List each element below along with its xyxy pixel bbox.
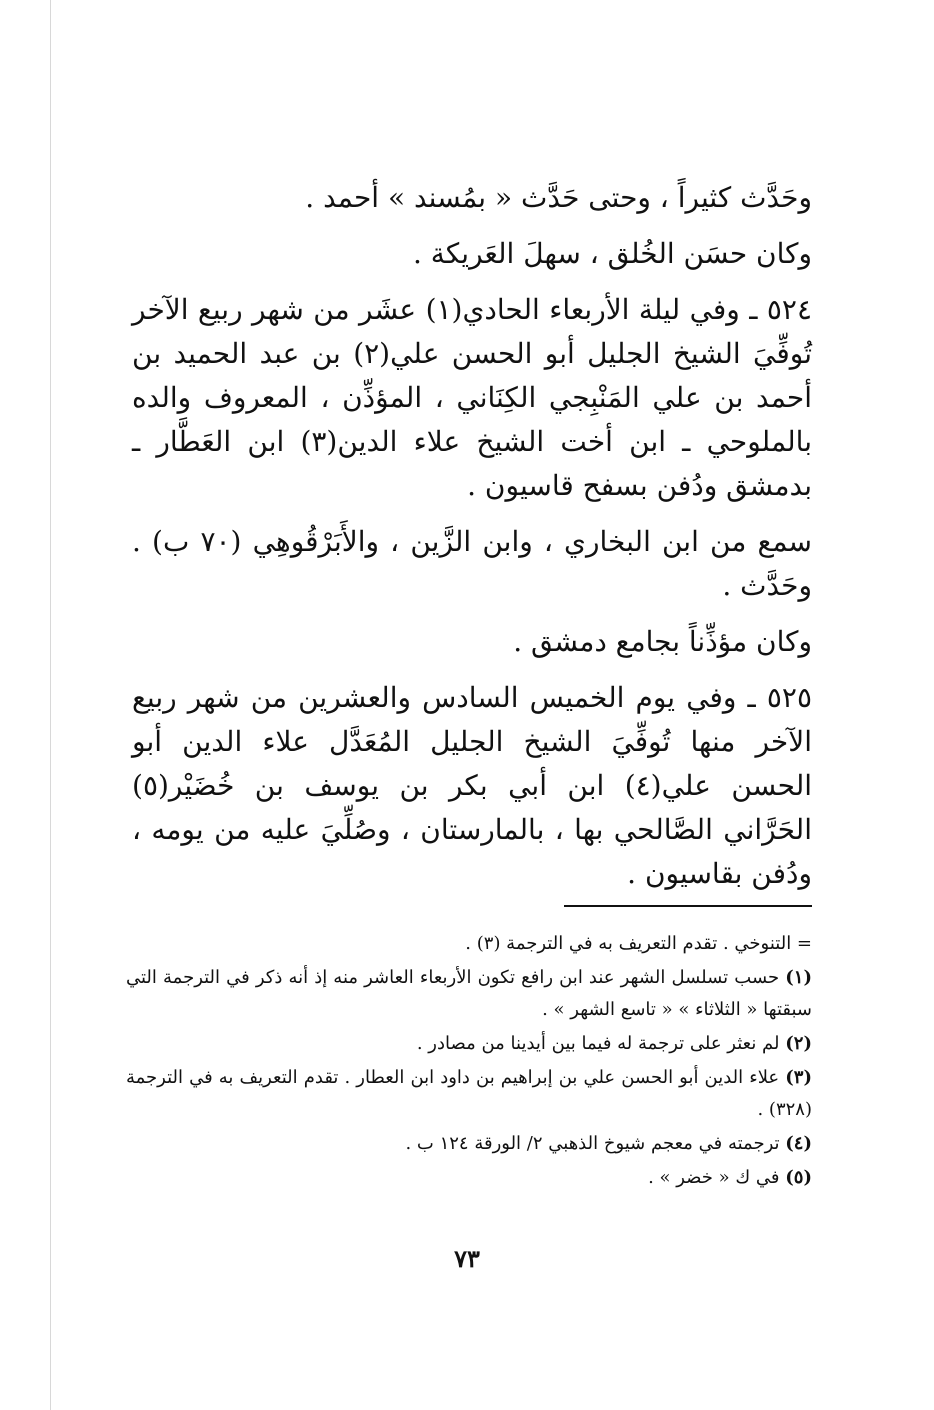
footnote-number: (٤) <box>785 1133 812 1154</box>
footnote-number: (١) <box>785 967 812 988</box>
footnote-2 <box>126 1028 812 1060</box>
footnotes <box>126 928 812 1196</box>
footnote-number: (٣) <box>785 1067 812 1088</box>
footnote-text: في ك « خضر » . <box>648 1167 780 1188</box>
entry-525: ٥٢٥ ـ وفي يوم الخميس السادس والعشرين من شهر ربيع الآخر منها تُوفِّيَ الشيخ الجليل المُعَدَّل علاء الدين أبو الحسن علي(٤) ابن أبي بكر بن يوسف بن خُضَيْر(٥) الحَرَّاني الصَّالحي بها ، بالمارستان ، وصُلِّيَ عليه من يومه ، ودُفن بقاسيون . <box>132 681 812 890</box>
footnote-text: ترجمته في معجم شيوخ الذهبي ٢/ الورقة ١٢٤ ب . <box>405 1133 780 1154</box>
footnote-carryover: = التنوخي . تقدم التعريف به في الترجمة (٣) . <box>465 933 812 954</box>
footnote-number: (٥) <box>785 1167 812 1188</box>
scan-margin-line <box>50 0 51 1410</box>
main-text <box>132 176 812 908</box>
paragraph-2: وكان حسَن الخُلق ، سهلَ العَريكة . <box>413 237 812 270</box>
page-number: ٧٣ <box>454 1244 480 1273</box>
footnote-number: (٢) <box>785 1033 812 1054</box>
paragraph-5: وكان مؤذِّناً بجامع دمشق . <box>513 625 812 658</box>
footnote-1 <box>126 962 812 1026</box>
footnote-text: حسب تسلسل الشهر عند ابن رافع تكون الأربعاء العاشر منه إذ أنه ذكر في الترجمة التي سبقتها « الثلاثاء » « تاسع الشهر » . <box>126 967 812 1020</box>
footnote-text: علاء الدين أبو الحسن علي بن إبراهيم بن داود ابن العطار . تقدم التعريف به في الترجمة (٣٢٨) . <box>126 1067 812 1120</box>
footnote-4 <box>126 1128 812 1160</box>
footnote-separator <box>564 905 812 907</box>
footnote-text: لم نعثر على ترجمة له فيما بين أيدينا من مصادر . <box>416 1033 780 1054</box>
paragraph-1: وحَدَّث كثيراً ، وحتى حَدَّث « بمُسند » أحمد . <box>305 181 812 214</box>
paragraph-4: سمع من ابن البخاري ، وابن الزَّين ، والأَبَرْقُوهِي (٧٠ ب) . وحَدَّث . <box>132 525 812 602</box>
entry-524: ٥٢٤ ـ وفي ليلة الأربعاء الحادي(١) عشَر من شهر ربيع الآخر تُوفِّيَ الشيخ الجليل أبو الحسن علي(٢) بن عبد الحميد بن أحمد بن علي المَنْبِجي الكِنَاني ، المؤذِّن ، المعروف والده بالملوحي ـ ابن أخت الشيخ علاء الدين(٣) ابن العَطَّار ـ بدمشق ودُفن بسفح قاسيون . <box>132 293 812 502</box>
footnote-3 <box>126 1062 812 1126</box>
footnote-5 <box>126 1162 812 1194</box>
